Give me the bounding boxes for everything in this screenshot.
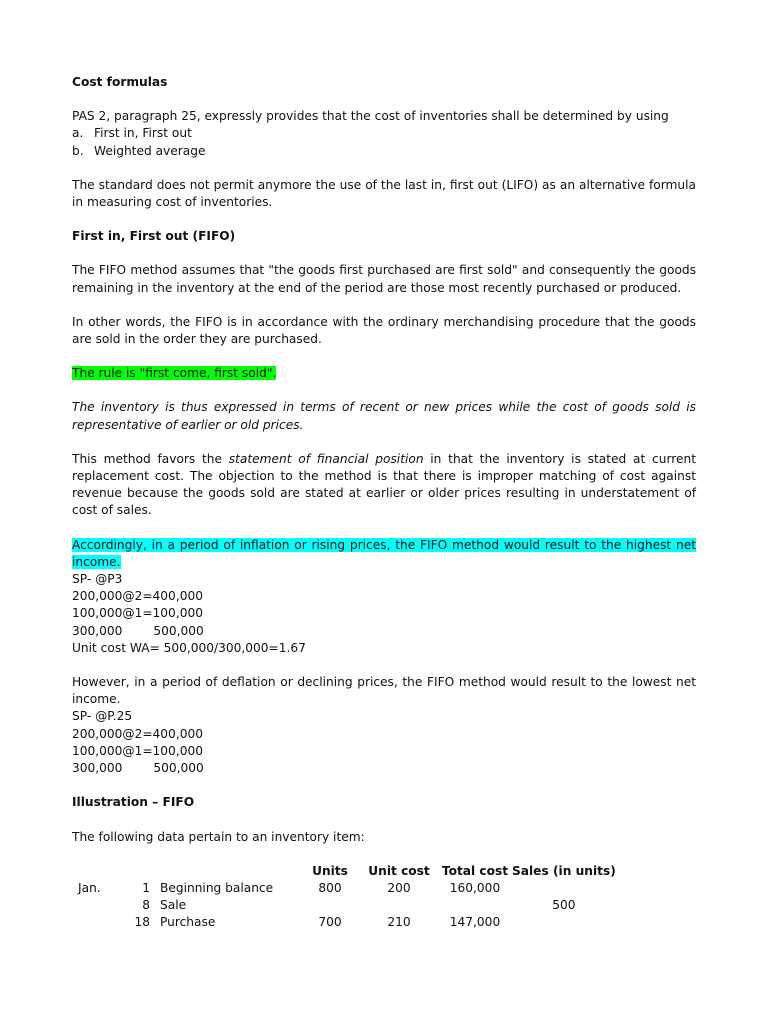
inflation-computation: SP- @P3 200,000@2=400,000 100,000@1=100,000 300,000 500,000 Unit cost WA= 500,000/300,000=1.67 — [72, 572, 306, 655]
para-pas2: PAS 2, paragraph 25, expressly provides that the cost of inventories shall be determined by using — [72, 109, 669, 124]
table-row: 8 Sale 500 — [142, 898, 576, 913]
list-item — [72, 143, 696, 160]
para-inventory-italic: The inventory is thus expressed in terms of recent or new prices while the cost of goods sold is representative of earlier or old prices. — [72, 400, 696, 432]
para-favors: This method favors the statement of financial position in that the inventory is stated at current replacement cost. The objection to the method is that there is improper matching of cost against revenue because the goods sold are stated at earlier or older prices resulting in understatement of cost of sales. — [72, 451, 696, 518]
rule-highlight: The rule is "first come, first sold". — [72, 366, 277, 381]
col-units: Units — [312, 863, 348, 878]
heading-illustration: Illustration – FIFO — [72, 795, 195, 810]
table-row: Jan. 1 Beginning balance 800 200 160,000 — [78, 880, 501, 895]
inflation-highlight: Accordingly, in a period of inflation or rising prices, the FIFO method would result to the highest net income. — [72, 537, 696, 569]
list-marker: a. — [72, 126, 84, 141]
para-fifo-assumes: The FIFO method assumes that "the goods first purchased are first sold" and consequently the goods remaining in the inventory at the end of the period are those most recently purchased or produced. — [72, 263, 696, 295]
table-header-row — [78, 863, 616, 880]
list-item — [72, 125, 696, 142]
col-sales: Sales (in units) — [512, 863, 616, 878]
list-text: First in, First out — [94, 126, 192, 141]
para-lifo: The standard does not permit anymore the use of the last in, first out (LIFO) as an alternative formula in measuring cost of inventories. — [72, 177, 696, 210]
inventory-table — [78, 863, 616, 932]
para-following: The following data pertain to an inventory item: — [72, 829, 365, 844]
col-total-cost: Total cost — [441, 863, 509, 878]
para-other-words: In other words, the FIFO is in accordance with the ordinary merchandising procedure that the goods are sold in the order they are purchased. — [72, 314, 696, 347]
para-deflation: However, in a period of deflation or declining prices, the FIFO method would result to the lowest net income. — [72, 675, 696, 707]
col-unit-cost: Unit cost — [368, 863, 430, 878]
list-text: Weighted average — [94, 143, 206, 158]
heading-fifo: First in, First out (FIFO) — [72, 229, 236, 244]
deflation-computation: SP- @P.25 200,000@2=400,000 100,000@1=100,000 300,000 500,000 — [72, 709, 204, 776]
formula-list — [72, 125, 696, 159]
table-row: 18 Purchase 700 210 147,000 — [134, 915, 501, 930]
heading-cost-formulas: Cost formulas — [72, 75, 168, 89]
list-marker: b. — [72, 143, 84, 158]
